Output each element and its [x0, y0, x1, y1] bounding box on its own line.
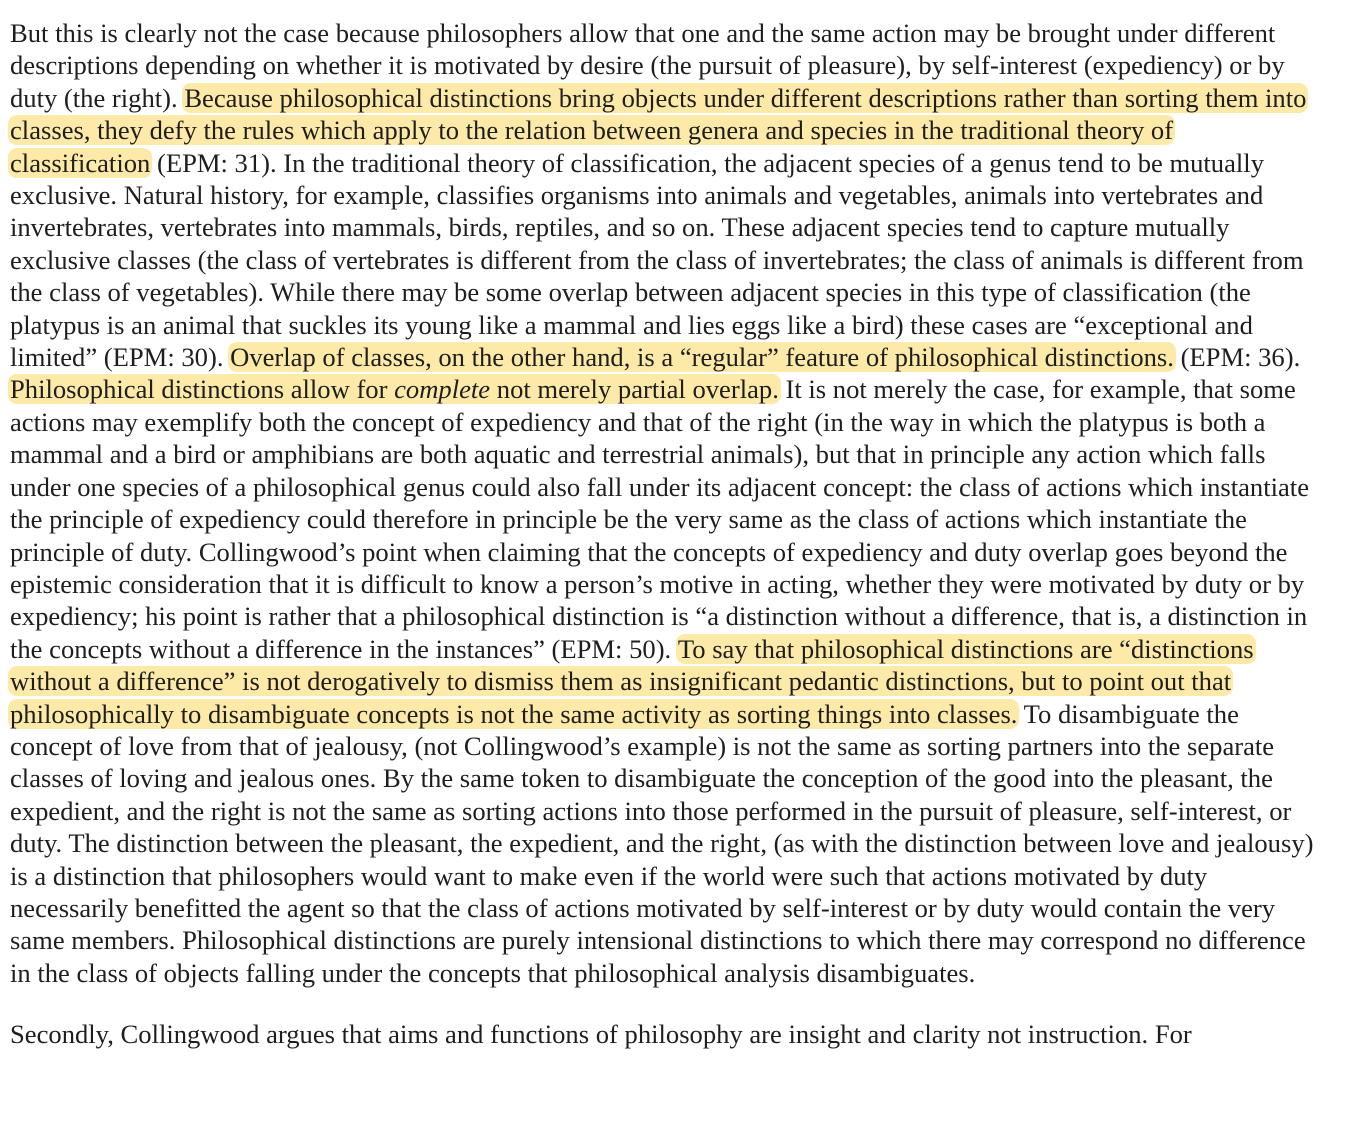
text-run: not merely partial overlap. [496, 374, 779, 405]
text-run: (EPM: 36). [1180, 342, 1301, 373]
text-run: (EPM: 31). In the traditional theory of classification, the adjacent species of a genus tend to be mutually exclusive. Natural history, for example, classifies organisms into animals and vegetables, animals into vertebrates and invertebrates, vertebrates into mammals, birds, reptiles, and so on. These adjacent species tend to capture mutually exclusive classes (the class of vertebrates is different from the class of invertebrates; the class of animals is different from the class of vegetables). While there may be some overlap between adjacent species in this type of classification (the platypus is an animal that suckles its young like a mammal and lies eggs like a bird) these cases are “exceptional and limited” (EPM: 30). [10, 147, 1304, 373]
body-paragraph [10, 17, 1318, 989]
highlighted-passage[interactable]: To say that philosophical distinctions are “distinctions without a difference” is not derogatively to dismiss them as insignificant pedantic distinctions, but to point out that philosophically to disambiguate concepts is not the same activity as sorting things into classes. [10, 633, 1254, 729]
text-run: Philosophical distinctions allow for [10, 374, 388, 405]
text-run: To disambiguate the concept of love from that of jealousy, (not Collingwood’s example) is not the same as sorting partners into the separate classes of loving and jealous ones. By the same token to disambiguate the conception of the good into the pleasant, the expedient, and the right is not the same as sorting actions into those performed in the pursuit of pleasure, self-interest, or duty. The distinction between the pleasant, the expedient, and the right, (as with the distinction between love and jealousy) is a distinction that philosophers would want to make even if the world were such that actions motivated by duty necessarily benefitted the agent so that the class of actions motivated by self-interest or by duty would contain the very same members. Philosophical distinctions are purely intensional distinctions to which there may correspond no difference in the class of objects falling under the concepts that philosophical analysis disambiguates. [10, 698, 1314, 988]
text-run: It is not merely the case, for example, that some actions may exemplify both the concept of expediency and that of the right (in the way in which the platypus is both a mammal and a bird or amphibians are both aquatic and terrestrial animals), but that in principle any action which falls under one species of a philosophical genus could also fall under its adjacent concept: the class of actions which instantiate the principle of expediency could therefore in principle be the very same as the class of actions which instantiate the principle of duty. Collingwood’s point when claiming that the concepts of expediency and duty overlap goes beyond the epistemic consideration that it is difficult to know a person’s motive in acting, whether they were motivated by duty or by expediency; his point is rather that a philosophical distinction is “a distinction without a difference, that is, a distinction in the concepts without a difference in the instances” (EPM: 50). [10, 374, 1310, 664]
body-paragraph-partial [10, 1018, 1318, 1050]
text-run: Secondly, Collingwood argues that aims and functions of philosophy are insight and clarity not instruction. For [10, 1019, 1192, 1050]
highlighted-passage[interactable]: Overlap of classes, on the other hand, is a “regular” feature of philosophical distinctions. [230, 342, 1174, 373]
text-run: But this is clearly not the case because philosophers allow that one and the same action may be brought under different descriptions depending on whether it is motivated by desire (the pursuit of pleasure), by self-interest (expediency) or by duty (the right). [10, 18, 1285, 113]
emphasis-text: complete [394, 374, 491, 405]
highlighted-passage[interactable] [8, 374, 781, 404]
highlighted-passage[interactable]: Because philosophical distinctions bring objects under different descriptions rather than sorting them into classes, they defy the rules which apply to the relation between genera and species in the traditional theory of classification [10, 82, 1307, 178]
document-page [10, 17, 1318, 1080]
